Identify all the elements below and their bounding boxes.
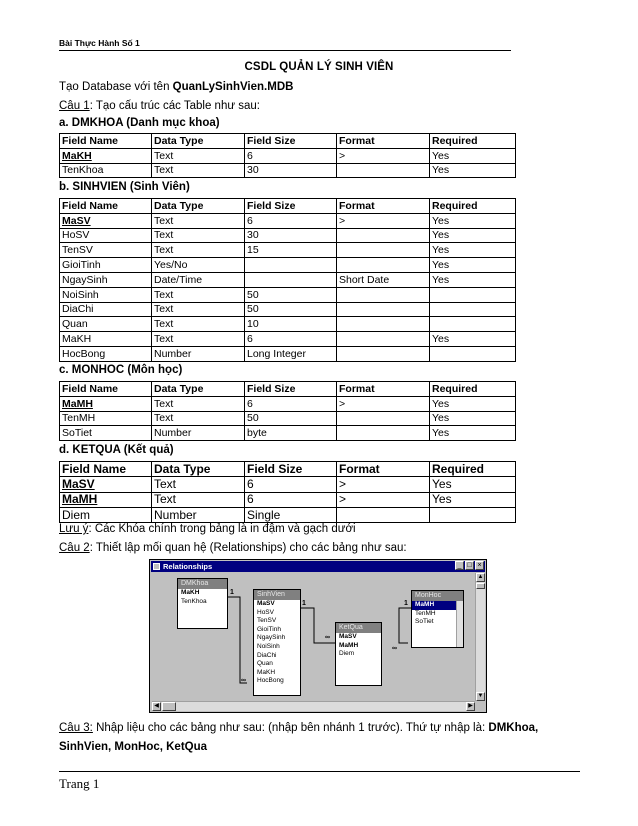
field-name-cell: Quan [60,317,152,332]
table-cell: Text [152,411,245,426]
column-header: Format [337,462,430,477]
rel-field-item[interactable]: SoTiet [415,618,434,626]
scroll-left-button[interactable]: ◀ [152,702,161,711]
entry-order-first: DMKhoa, [488,722,539,734]
relationship-line-dmkhoa-sinhvien [228,597,247,683]
field-name-cell: MaKH [60,148,152,163]
field-name-cell: MaSV [60,477,152,492]
table-cell [337,332,430,347]
table-cell [337,163,430,178]
question-3 [59,722,538,734]
column-header: Data Type [152,199,245,214]
table-cell [430,346,516,361]
table-cell: Text [152,332,245,347]
table-monhoc [59,381,516,441]
table-cell: 10 [245,317,337,332]
rel-field-item[interactable]: TenSV [257,617,277,625]
table-cell [430,507,516,522]
table-row [60,163,516,178]
rel-field-item[interactable]: TenKhoa [181,597,207,605]
table-cell [337,411,430,426]
table-cell: 50 [245,302,337,317]
note-label: Lưu ý [59,523,89,535]
rel-field-item[interactable]: Diem [339,650,355,658]
table-row [60,411,516,426]
table-row [60,272,516,287]
rel-table-ketqua[interactable] [335,622,382,686]
relationships-window-title: Relationships [163,562,213,571]
table-cell: Yes [430,148,516,163]
column-header: Field Name [60,199,152,214]
table-cell: > [337,213,430,228]
rel-field-item[interactable]: NoiSinh [257,642,280,650]
table-cell [337,346,430,361]
table-cell [337,426,430,441]
table-row [60,396,516,411]
table-header-row [60,382,516,397]
relationship-many-label: ∞ [325,634,330,641]
table-cell: Date/Time [152,272,245,287]
hscroll-thumb[interactable] [162,702,176,711]
note-line [59,523,356,535]
table-dmkhoa [59,133,516,178]
page-number: Trang 1 [59,776,100,791]
scroll-right-button[interactable]: ▶ [466,702,475,711]
question-2-label: Câu 2 [59,542,90,554]
column-header: Field Size [245,134,337,149]
question-1-text: : Tạo cấu trúc các Table như sau: [89,100,260,112]
table-row [60,332,516,347]
table-cell: Text [152,148,245,163]
document-title: CSDL QUẢN LÝ SINH VIÊN [244,61,394,73]
table-cell: 30 [245,228,337,243]
table-cell: Number [152,346,245,361]
table-row [60,426,516,441]
table-row [60,346,516,361]
column-header: Required [430,382,516,397]
table-cell: Yes [430,258,516,273]
field-name-cell: Diem [60,507,152,522]
table-cell: Number [152,507,245,522]
table-cell [430,302,516,317]
rel-table-scrollbar[interactable] [456,601,463,647]
table-row [60,287,516,302]
table-cell: > [337,396,430,411]
table-cell: Yes [430,477,516,492]
rel-table-title[interactable]: KetQua [336,623,381,633]
scroll-up-button[interactable]: ▲ [477,574,484,580]
relationship-many-label: ∞ [241,677,246,684]
table-cell: Yes [430,163,516,178]
table-cell: Text [152,302,245,317]
column-header: Field Size [245,199,337,214]
rel-field-item[interactable]: MaSV [339,633,357,640]
table-cell: Yes [430,228,516,243]
table-header-row [60,462,516,477]
field-name-cell: HocBong [60,346,152,361]
question-3-text: Nhập liệu cho các bảng như sau: (nhập bên nhánh 1 trước). Thứ tự nhập là: [92,722,489,734]
scroll-down-button[interactable]: ▼ [477,693,484,699]
table-cell: Text [152,228,245,243]
table-cell: 6 [245,396,337,411]
column-header: Field Name [60,382,152,397]
rel-field-item[interactable]: TenMH [415,609,436,617]
table-cell: Yes [430,411,516,426]
vertical-scrollbar[interactable] [475,573,485,701]
column-header: Format [337,382,430,397]
column-header: Format [337,199,430,214]
rel-field-item[interactable]: HoSV [257,608,274,616]
table-cell: Text [152,396,245,411]
relationship-one-label: 1 [302,600,306,607]
rel-field-item[interactable]: HocBong [257,677,284,685]
column-header: Data Type [152,462,245,477]
table-cell: 15 [245,243,337,258]
column-header: Field Size [245,382,337,397]
table-cell: Text [152,287,245,302]
field-name-cell: GioiTinh [60,258,152,273]
table-ketqua [59,461,516,523]
rel-field-item[interactable]: MaKH [257,668,276,676]
relationships-window [149,559,487,713]
minimize-button[interactable]: _ [455,561,464,570]
table-cell: Text [152,477,245,492]
field-name-cell: SoTiet [60,426,152,441]
intro-line [59,81,293,93]
rel-table-title[interactable]: DMKhoa [178,579,227,589]
table-cell [245,272,337,287]
question-1-label: Câu 1 [59,100,90,112]
table-cell [337,507,430,522]
table-cell: Yes [430,426,516,441]
rel-field-item[interactable]: GioiTinh [257,625,281,633]
field-name-cell: MaKH [60,332,152,347]
database-name: QuanLySinhVien.MDB [172,81,294,93]
relationships-canvas [152,573,475,701]
field-name-cell: MaMH [60,396,152,411]
table-cell: 50 [245,411,337,426]
column-header: Data Type [152,134,245,149]
table-row [60,477,516,492]
table-sinhvien [59,198,516,362]
table-cell: 6 [245,477,337,492]
window-system-icon[interactable] [153,563,160,570]
table-heading-dmkhoa: a. DMKHOA (Danh mục khoa) [59,117,220,129]
table-cell: Yes [430,492,516,507]
question-2-text: : Thiết lập mối quan hệ (Relationships) cho các bảng như sau: [89,542,407,554]
horizontal-scrollbar[interactable] [152,701,475,711]
column-header: Required [430,462,516,477]
table-cell: Long Integer [245,346,337,361]
rel-field-item[interactable]: MaSV [257,600,275,607]
table-cell: 6 [245,213,337,228]
table-cell: > [337,148,430,163]
table-header-row [60,199,516,214]
table-cell [430,287,516,302]
intro-prefix: Tạo Database với tên [59,81,173,93]
note-text: : Các Khóa chính trong bảng là in đậm và gạch dưới [88,523,356,535]
rel-table-monhoc[interactable] [411,590,464,648]
close-button[interactable]: × [475,561,484,570]
rel-field-item[interactable]: MaKH [181,589,200,596]
table-cell: > [337,492,430,507]
field-name-cell: MaMH [60,492,152,507]
column-header: Field Size [245,462,337,477]
question-1 [59,100,260,112]
rel-field-item[interactable]: DiaChi [257,651,277,659]
table-cell: Yes [430,272,516,287]
page-header [59,38,511,51]
table-cell: Short Date [337,272,430,287]
entry-order-rest: SinhVien, MonHoc, KetQua [59,741,208,753]
relationships-title-bar[interactable] [151,561,485,572]
table-cell [337,228,430,243]
rel-field-item[interactable]: MaMH [412,601,463,610]
table-cell: 30 [245,163,337,178]
column-header: Format [337,134,430,149]
table-cell [337,317,430,332]
field-name-cell: TenMH [60,411,152,426]
relationship-one-label: 1 [230,589,234,596]
table-cell: Text [152,317,245,332]
field-name-cell: TenSV [60,243,152,258]
table-cell [430,317,516,332]
table-row [60,243,516,258]
table-cell: > [337,477,430,492]
column-header: Required [430,199,516,214]
column-header: Field Name [60,134,152,149]
table-cell [245,258,337,273]
table-cell: Number [152,426,245,441]
field-name-cell: HoSV [60,228,152,243]
table-cell [337,243,430,258]
field-name-cell: TenKhoa [60,163,152,178]
table-cell: 50 [245,287,337,302]
table-cell [337,287,430,302]
table-row [60,492,516,507]
table-cell [337,258,430,273]
table-cell: Text [152,243,245,258]
table-row [60,258,516,273]
column-header: Field Name [60,462,152,477]
table-cell: Yes/No [152,258,245,273]
table-cell: byte [245,426,337,441]
relationship-line-sinhvien-ketqua [300,608,336,643]
header-text: Bài Thực Hành Số 1 [59,38,140,48]
table-cell: Yes [430,213,516,228]
scroll-thumb[interactable] [476,583,485,589]
rel-field-item[interactable]: NgaySinh [257,634,286,642]
table-cell: Text [152,163,245,178]
table-cell: 6 [245,332,337,347]
rel-field-item[interactable]: MaMH [339,641,359,649]
table-cell: Single [245,507,337,522]
column-header: Data Type [152,382,245,397]
relationship-one-label: 1 [404,600,408,607]
field-name-cell: DiaChi [60,302,152,317]
table-row [60,228,516,243]
table-heading-monhoc: c. MONHOC (Môn học) [59,364,183,376]
table-row [60,148,516,163]
table-cell: Text [152,492,245,507]
field-name-cell: NgaySinh [60,272,152,287]
rel-table-title[interactable]: MonHoc [412,591,463,601]
restore-button[interactable]: □ [465,561,474,570]
table-cell: 6 [245,492,337,507]
question-2 [59,542,407,554]
table-header-row [60,134,516,149]
rel-field-item[interactable]: Quan [257,660,273,668]
table-row [60,302,516,317]
table-cell: Yes [430,396,516,411]
table-row [60,317,516,332]
table-cell: 6 [245,148,337,163]
table-row [60,213,516,228]
table-heading-ketqua: d. KETQUA (Kết quả) [59,444,174,456]
question-3-label: Câu 3: [59,722,93,734]
table-cell [337,302,430,317]
rel-table-title[interactable]: SinhVien [254,590,300,600]
table-row [60,507,516,522]
rel-table-dmkhoa[interactable] [177,578,228,629]
field-name-cell: MaSV [60,213,152,228]
field-name-cell: NoiSinh [60,287,152,302]
column-header: Required [430,134,516,149]
table-heading-sinhvien: b. SINHVIEN (Sinh Viên) [59,181,190,193]
rel-table-sinhvien[interactable] [253,589,301,696]
table-cell: Yes [430,243,516,258]
relationship-many-label: ∞ [392,645,397,652]
table-cell: Text [152,213,245,228]
table-cell: Yes [430,332,516,347]
footer-divider [59,771,580,772]
